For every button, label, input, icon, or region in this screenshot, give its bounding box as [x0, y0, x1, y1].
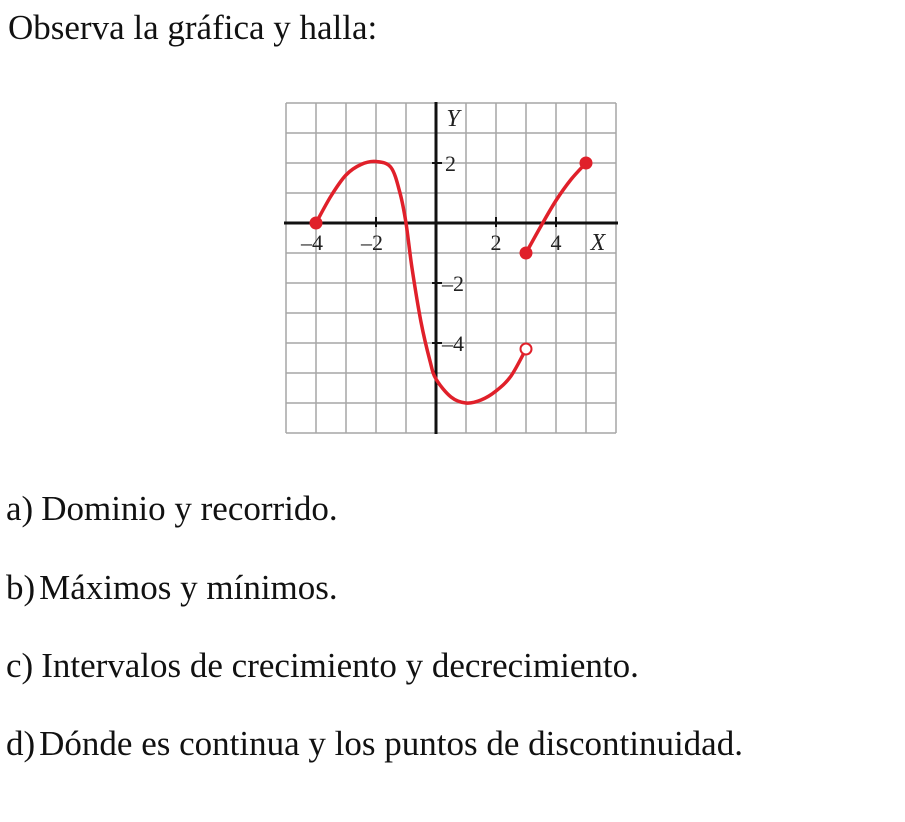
question-b-letter: b)	[6, 568, 36, 607]
x-tick-label: –2	[361, 230, 383, 255]
y-tick-label: 2	[445, 151, 456, 176]
question-d-letter: d)	[6, 724, 36, 763]
function-graph	[284, 100, 624, 440]
x-axis-label: X	[590, 230, 606, 256]
function-graph-svg	[284, 100, 624, 440]
question-d	[6, 724, 743, 764]
question-b-text: Máximos y mínimos.	[39, 568, 338, 607]
exercise-heading: Observa la gráfica y halla:	[8, 8, 378, 47]
question-b	[6, 568, 338, 608]
y-tick-label: –4	[442, 331, 464, 356]
closed-endpoint	[581, 158, 592, 169]
closed-endpoint	[311, 218, 322, 229]
closed-endpoint	[521, 248, 532, 259]
question-c-text: Intervalos de crecimiento y decrecimiento.	[41, 646, 639, 685]
x-tick-label: 4	[550, 230, 562, 255]
question-a	[6, 489, 338, 529]
question-a-letter: a)	[6, 489, 34, 528]
x-tick-label: –4	[301, 230, 323, 255]
y-tick-label: –2	[442, 271, 464, 296]
question-a-text: Dominio y recorrido.	[41, 489, 338, 528]
curve-segment-1	[316, 161, 526, 403]
open-endpoint	[521, 344, 532, 355]
question-d-text: Dónde es continua y los puntos de discontinuidad.	[39, 724, 743, 763]
question-c	[6, 646, 639, 686]
y-axis-label: Y	[446, 106, 460, 132]
question-c-letter: c)	[6, 646, 34, 685]
x-tick-label: 2	[490, 230, 502, 255]
